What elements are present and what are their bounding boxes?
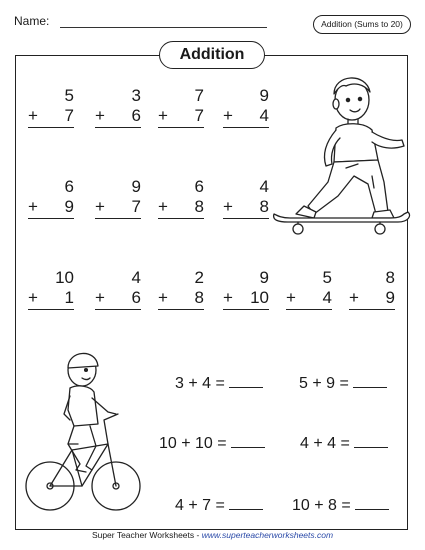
answer-blank[interactable] xyxy=(353,371,387,388)
equation-text: 4 + 4 = xyxy=(300,435,350,452)
skateboarder-illustration xyxy=(268,64,412,238)
plus-sign: + xyxy=(158,197,168,216)
horizontal-problem-3 xyxy=(159,431,265,453)
name-line[interactable] xyxy=(60,27,267,28)
plus-sign: + xyxy=(158,288,168,307)
problem-top: 6 xyxy=(64,177,74,196)
horizontal-problem-1 xyxy=(175,371,263,393)
footer-url-link[interactable]: www.superteacherworksheets.com xyxy=(201,530,334,540)
horizontal-problem-6 xyxy=(292,493,389,515)
plus-sign: + xyxy=(28,197,38,216)
problem-2 xyxy=(95,86,141,128)
answer-blank[interactable] xyxy=(355,493,389,510)
problem-bottom: 6 xyxy=(131,106,141,125)
equation-text: 4 + 7 = xyxy=(175,497,225,514)
problem-top: 4 xyxy=(259,177,269,196)
problem-bottom: 7 xyxy=(194,106,204,125)
plus-sign: + xyxy=(95,106,105,125)
page-title: Addition xyxy=(159,41,265,69)
plus-sign: + xyxy=(158,106,168,125)
answer-line[interactable] xyxy=(95,218,141,219)
problem-top: 9 xyxy=(259,86,269,105)
problem-14 xyxy=(349,268,395,310)
answer-line[interactable] xyxy=(158,127,204,128)
equation-text: 5 + 9 = xyxy=(299,375,349,392)
answer-line[interactable] xyxy=(286,309,332,310)
answer-line[interactable] xyxy=(158,309,204,310)
problem-top: 10 xyxy=(55,268,74,287)
problem-bottom: 4 xyxy=(322,288,332,307)
answer-line[interactable] xyxy=(28,127,74,128)
horizontal-problem-5 xyxy=(175,493,263,515)
problem-bottom: 7 xyxy=(64,106,74,125)
plus-sign: + xyxy=(349,288,359,307)
problem-top: 5 xyxy=(322,268,332,287)
plus-sign: + xyxy=(28,106,38,125)
problem-1 xyxy=(28,86,74,128)
problem-top: 9 xyxy=(131,177,141,196)
problem-top: 2 xyxy=(194,268,204,287)
problem-bottom: 8 xyxy=(194,288,204,307)
plus-sign: + xyxy=(223,197,233,216)
answer-blank[interactable] xyxy=(229,371,263,388)
plus-sign: + xyxy=(223,106,233,125)
name-label: Name: xyxy=(14,14,50,28)
topic-tag: Addition (Sums to 20) xyxy=(313,15,411,34)
problem-top: 5 xyxy=(64,86,74,105)
problem-13 xyxy=(286,268,332,310)
plus-sign: + xyxy=(223,288,233,307)
cyclist-illustration xyxy=(24,340,144,526)
problem-8 xyxy=(223,177,269,219)
horizontal-problem-2 xyxy=(299,371,387,393)
problem-7 xyxy=(158,177,204,219)
problem-top: 9 xyxy=(259,268,269,287)
answer-line[interactable] xyxy=(223,218,269,219)
answer-line[interactable] xyxy=(28,309,74,310)
plus-sign: + xyxy=(95,288,105,307)
answer-line[interactable] xyxy=(223,127,269,128)
problem-bottom: 9 xyxy=(64,197,74,216)
problem-top: 6 xyxy=(194,177,204,196)
equation-text: 3 + 4 = xyxy=(175,375,225,392)
equation-text: 10 + 10 = xyxy=(159,435,227,452)
problem-bottom: 8 xyxy=(259,197,269,216)
footer-brand: Super Teacher Worksheets xyxy=(91,530,195,540)
problem-top: 4 xyxy=(131,268,141,287)
plus-sign: + xyxy=(28,288,38,307)
problem-12 xyxy=(223,268,269,310)
plus-sign: + xyxy=(95,197,105,216)
problem-3 xyxy=(158,86,204,128)
answer-line[interactable] xyxy=(95,127,141,128)
answer-line[interactable] xyxy=(349,309,395,310)
answer-blank[interactable] xyxy=(231,431,265,448)
problem-bottom: 1 xyxy=(64,288,74,307)
footer xyxy=(0,530,425,540)
horizontal-problem-4 xyxy=(300,431,388,453)
answer-blank[interactable] xyxy=(229,493,263,510)
problem-5 xyxy=(28,177,74,219)
answer-line[interactable] xyxy=(95,309,141,310)
problem-top: 8 xyxy=(385,268,395,287)
answer-line[interactable] xyxy=(158,218,204,219)
problem-10 xyxy=(95,268,141,310)
problem-bottom: 7 xyxy=(131,197,141,216)
problem-bottom: 6 xyxy=(131,288,141,307)
plus-sign: + xyxy=(286,288,296,307)
problem-bottom: 10 xyxy=(250,288,269,307)
problem-bottom: 9 xyxy=(385,288,395,307)
problem-top: 7 xyxy=(194,86,204,105)
problem-4 xyxy=(223,86,269,128)
problem-6 xyxy=(95,177,141,219)
problem-11 xyxy=(158,268,204,310)
problem-bottom: 8 xyxy=(194,197,204,216)
footer-separator: - xyxy=(194,530,202,540)
answer-line[interactable] xyxy=(28,218,74,219)
answer-line[interactable] xyxy=(223,309,269,310)
problem-bottom: 4 xyxy=(259,106,269,125)
answer-blank[interactable] xyxy=(354,431,388,448)
equation-text: 10 + 8 = xyxy=(292,497,351,514)
problem-9 xyxy=(28,268,74,310)
problem-top: 3 xyxy=(131,86,141,105)
